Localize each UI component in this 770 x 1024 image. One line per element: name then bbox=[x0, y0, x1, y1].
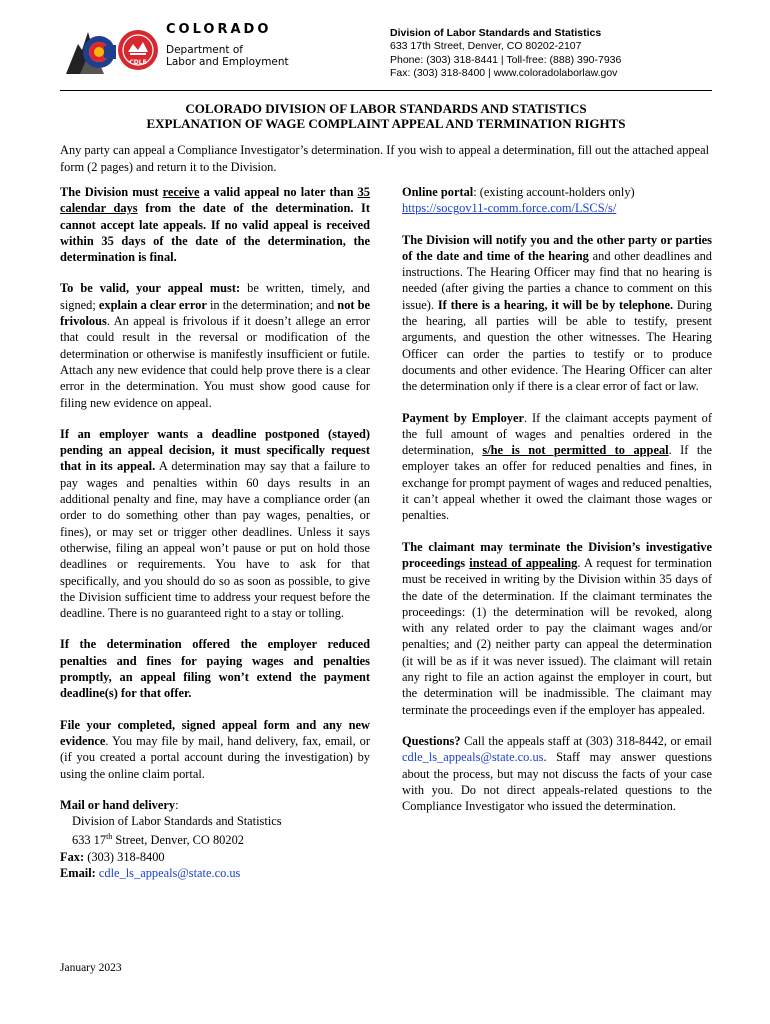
questions-paragraph: Questions? Call the appeals staff at (303) 318-8442, or email cdle_ls_appeals@state.co.us. Staff may answer questions about the process, but may not discuss the facts of your case with you. Do not direct appeals-related questions to the Compliance Investigator who issued the determination. bbox=[402, 733, 712, 814]
agency-fax-web: Fax: (303) 318-8400 | www.coloradolaborlaw.gov bbox=[390, 67, 618, 80]
stay-request-paragraph: If an employer wants a deadline postponed (stayed) pending an appeal decision, it must specifically request that in its appeal. A determination may say that a failure to pay wages and penalties within 60 days results in an additional penalty and fine, may have a compliance order (an order to do something other than pay wages, penalties, or fines), or may set or trigger other deadlines. Unless it says otherwise, filing an appeal won’t pause or put on hold those deadlines or requirements. You have to ask for that specifically, and you should do so as soon as possible, to give the Division sufficient time to address your request before the deadline. There is no guaranteed right to a stay or tolling. bbox=[60, 426, 370, 621]
online-portal-paragraph: Online portal: (existing account-holders only) https://socgov11-comm.force.com/LSCS/s/ bbox=[402, 185, 635, 216]
mail-delivery-block: Mail or hand delivery: Division of Labor Standards and Statistics 633 17th Street, Denver, CO 80202 Fax: (303) 318-8400 Email: cdle_ls_appeals@state.co.us bbox=[60, 797, 370, 882]
valid-appeal-paragraph: To be valid, your appeal must: be written, timely, and signed; explain a clear error in the determination; and not be frivolous. An appeal is frivolous if it doesn’t allege an error that could result in the reversal or modification of the determination or otherwise is manifestly insufficient or futile. Attach any new evidence that could help prove there is a clear error in the determination. You must show good cause for filing new evidence on appeal. bbox=[60, 281, 371, 410]
payment-by-employer-paragraph: Payment by Employer. If the claimant accepts payment of the full amount of wages and penalties ordered in the determination, s/he is not permitted to appeal. If the employer takes an offer for reduced penalties and fines, in exchange for prompt payment of wages and reduced penalties, it can’t appeal whether it owed the claimant those wages or penalties. bbox=[402, 410, 713, 523]
logo-dept-line2: Labor and Employment bbox=[166, 56, 289, 68]
left-column bbox=[60, 184, 370, 881]
title-line-2: EXPLANATION OF WAGE COMPLAINT APPEAL AND TERMINATION RIGHTS bbox=[146, 116, 626, 131]
logo-text bbox=[166, 22, 301, 68]
mail-address-line1: Division of Labor Standards and Statistics bbox=[72, 814, 282, 829]
portal-url-link[interactable]: https://socgov11-comm.force.com/LSCS/s/ bbox=[402, 201, 617, 216]
logo-dept-line1: Department of bbox=[166, 44, 243, 56]
intro-paragraph: Any party can appeal a Compliance Investigator’s determination. If you wish to appeal a determination, fill out the attached appeal form (2 pages) and return it to the Division. bbox=[60, 143, 710, 174]
email-line: Email: cdle_ls_appeals@state.co.us bbox=[60, 866, 241, 881]
appeal-deadline-paragraph: The Division must receive a valid appeal no later than 35 calendar days from the date of the determination. It cannot accept late appeals. If no valid appeal is received within 35 days of the date of the determination, the determination is final. bbox=[60, 185, 370, 265]
colorado-state-logo-icon bbox=[66, 26, 161, 76]
termination-paragraph: The claimant may terminate the Division’s investigative proceedings instead of appealing. A request for termination must be received in writing by the Division within 35 days of the date of the determination. If the claimant terminates the proceedings: (1) the determination will be revoked, along with any related order to pay the claimant wages and/or penalties; and (2) neither party can appeal the determination (it will be as if it was never issued). The claimant will retain any right to file an action against the employer in court, but the determination will be inadmissible. The claimant may terminate the proceedings even if the employer has appealed. bbox=[402, 539, 713, 717]
document-title bbox=[60, 101, 712, 131]
mail-address-line2: 633 17th Street, Denver, CO 80202 bbox=[72, 832, 244, 848]
reduced-penalties-paragraph: If the determination offered the employer reduced penalties and fines for paying wages and penalties promptly, an appeal filing won’t extend the payment deadline(s) for that offer. bbox=[60, 637, 370, 701]
appeals-email-link[interactable]: cdle_ls_appeals@state.co.us bbox=[98, 866, 241, 881]
logo-department-name bbox=[166, 44, 301, 68]
cdle-badge-text: CDLE bbox=[129, 59, 147, 66]
agency-phone: Phone: (303) 318-8441 | Toll-free: (888) 390-7936 bbox=[390, 53, 622, 66]
fax-line: Fax: (303) 318-8400 bbox=[60, 849, 165, 864]
agency-contact-block bbox=[390, 27, 720, 81]
mail-heading: Mail or hand delivery bbox=[60, 797, 176, 812]
footer-date: January 2023 bbox=[60, 962, 122, 974]
agency-address: 633 17th Street, Denver, CO 80202-2107 bbox=[390, 40, 582, 53]
colorado-cdle-logo bbox=[66, 22, 296, 78]
logo-state-name: COLORADO bbox=[166, 22, 272, 37]
agency-name: Division of Labor Standards and Statistics bbox=[390, 27, 602, 39]
filing-methods-paragraph: File your completed, signed appeal form and any new evidence. You may file by mail, hand delivery, fax, email, or (if you created a portal account during the investigation) by using the online claim portal. bbox=[60, 717, 370, 781]
title-line-1: COLORADO DIVISION OF LABOR STANDARDS AND STATISTICS bbox=[185, 101, 587, 116]
right-column bbox=[402, 184, 712, 829]
header-divider bbox=[60, 90, 712, 91]
hearing-notice-paragraph: The Division will notify you and the other party or parties of the date and time of the hearing and other deadlines and instructions. The Hearing Officer may find that no hearing is needed (after giving the parties a chance to comment on this issue). If there is a hearing, it will be by telephone. During the hearing, all parties will be able to testify, present arguments, and question the other witnesses. The Hearing Officer can order the parties to testify or to produce documents and other evidence. The Hearing Officer can alter the determination only if there is a clear error of fact or law. bbox=[402, 232, 712, 394]
questions-email-link[interactable]: cdle_ls_appeals@state.co.us bbox=[402, 750, 544, 765]
